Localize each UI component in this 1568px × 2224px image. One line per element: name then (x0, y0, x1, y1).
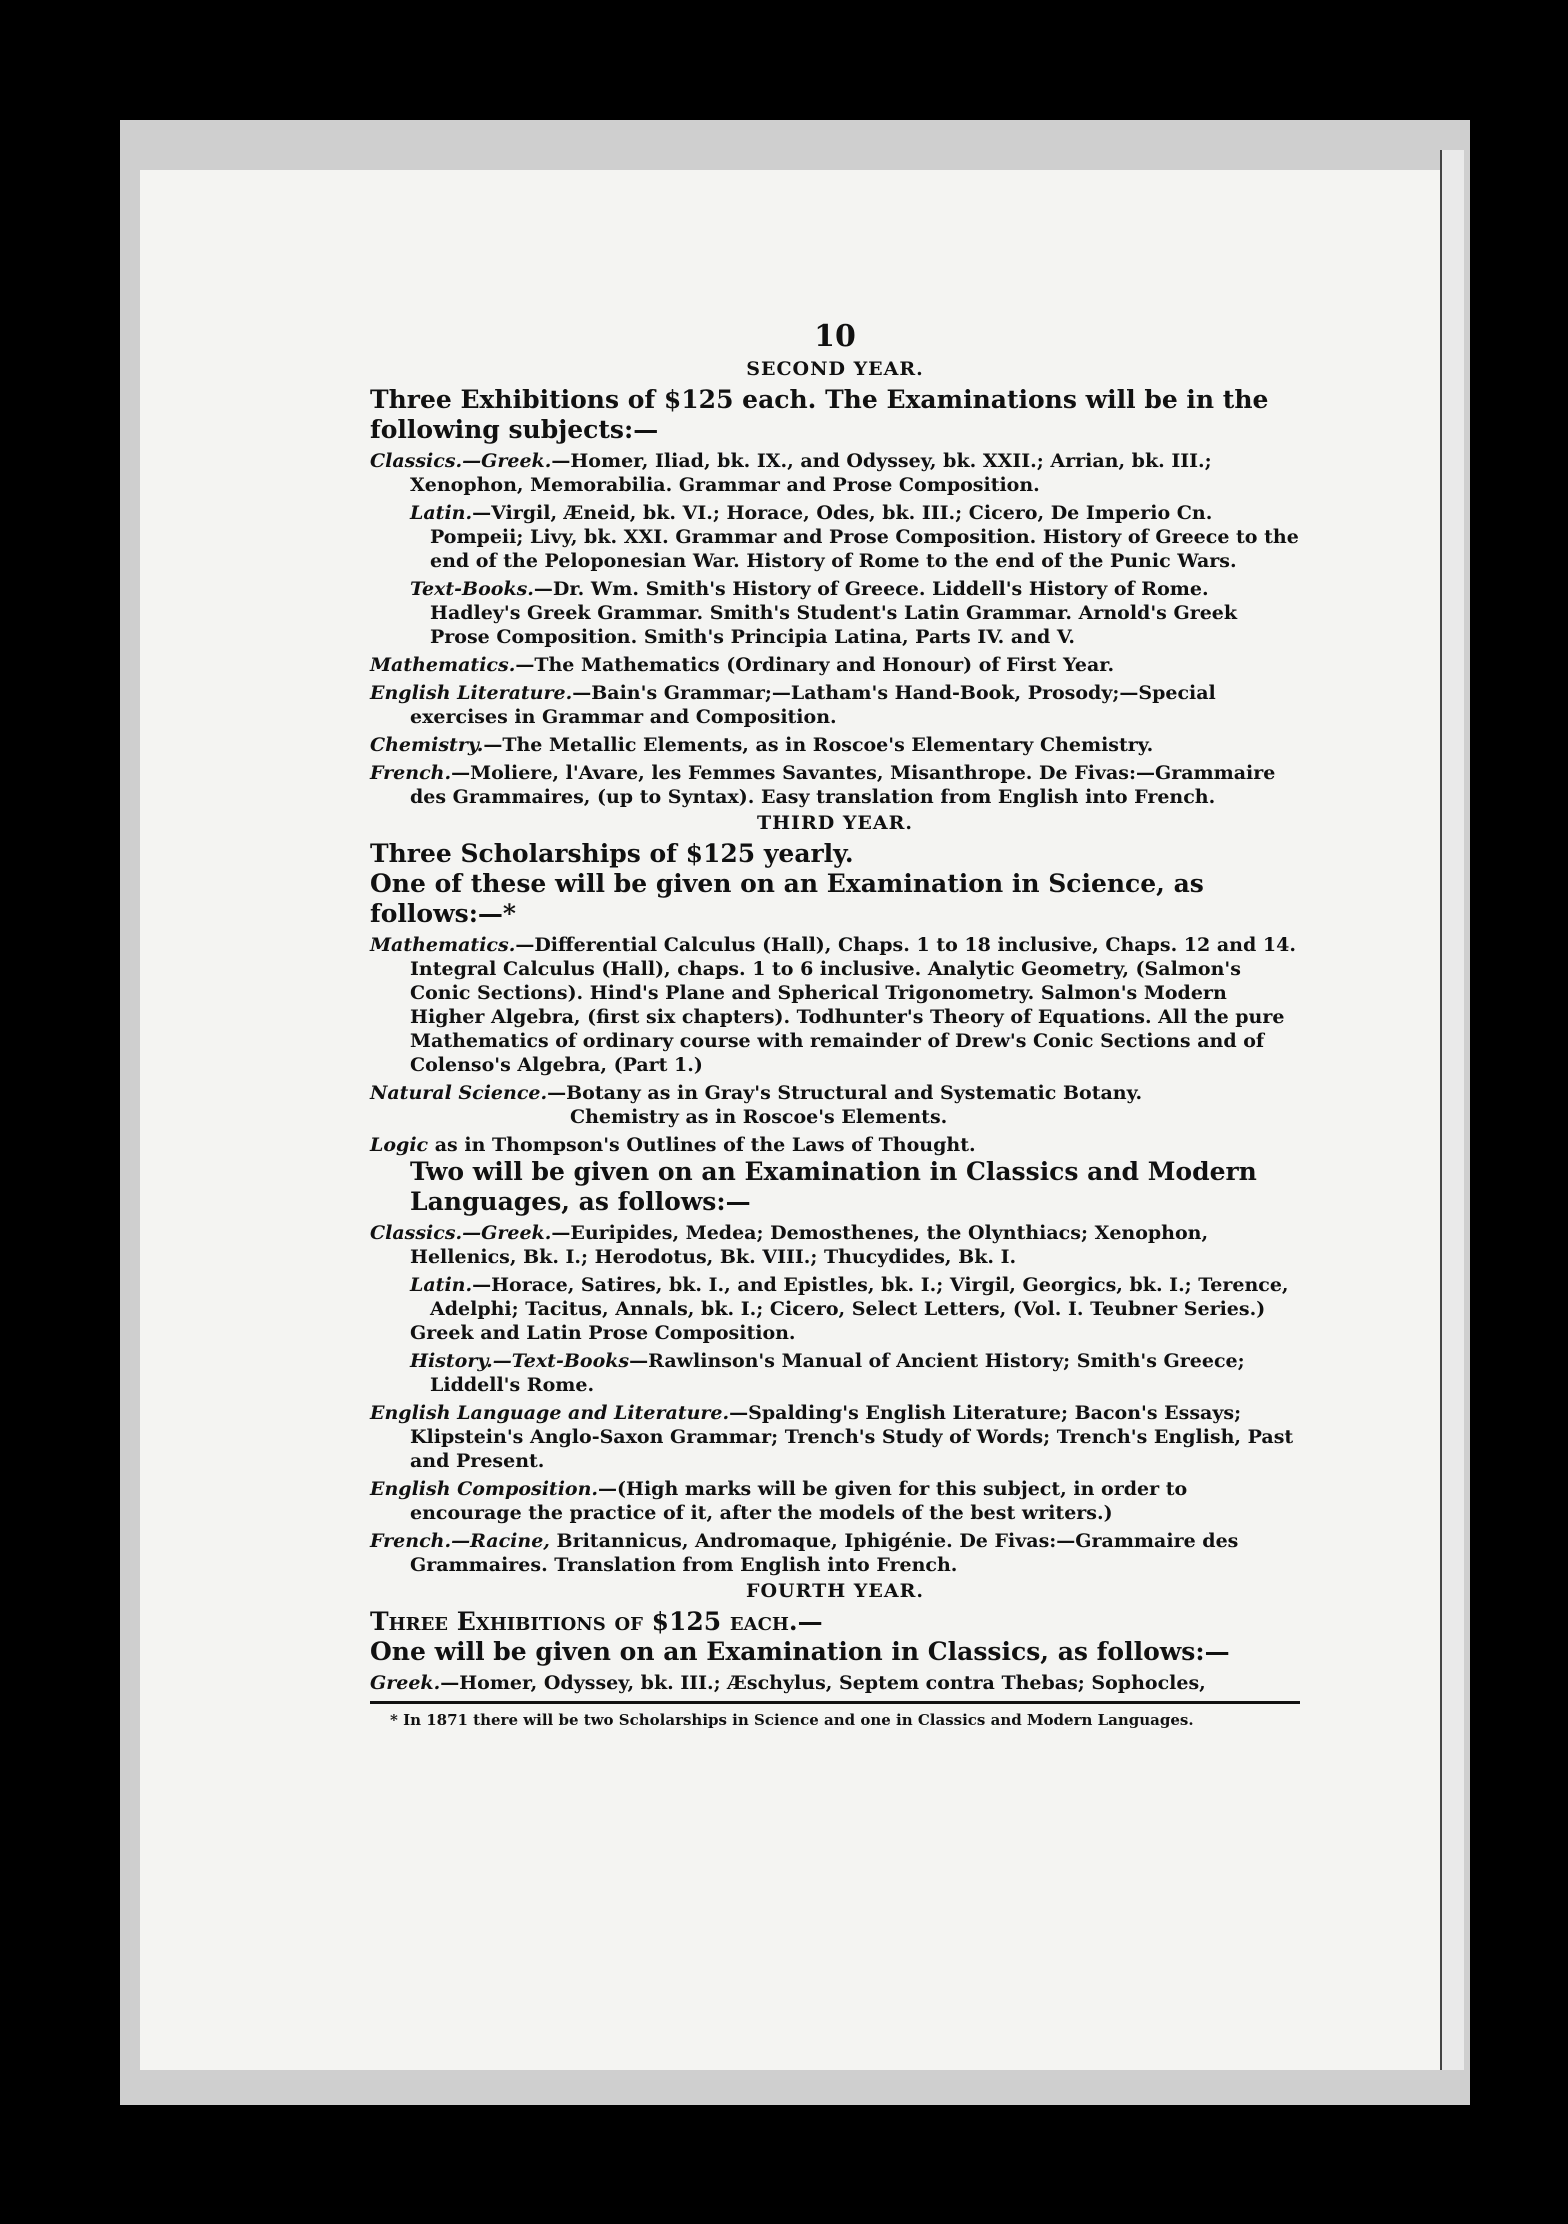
third-year-latin (370, 1273, 1300, 1321)
third-year-classics-intro: Two will be given on an Examination in Classics and Modern Languages, as follows:— (410, 1157, 1257, 1216)
second-year-heading: SECOND YEAR. (746, 358, 924, 380)
third-year-chemistry: Chemistry as in Roscoe's Elements. (570, 1106, 948, 1128)
footnote-rule (370, 1701, 1300, 1704)
second-year-french (370, 761, 1300, 809)
text: as in Thompson's Outlines of the Laws of Thought. (428, 1134, 976, 1156)
text: Britannicus, Andromaque, Iphigénie. De Fivas:—Grammaire des Grammaires. Translation from English into French. (410, 1530, 1239, 1576)
third-year-heading: THIRD YEAR. (756, 812, 914, 834)
third-year-english-composition (370, 1477, 1300, 1525)
label: Chemistry. (370, 734, 484, 756)
third-year-science-intro: One of these will be given on an Examination in Science, as follows:—* (370, 869, 1204, 928)
label: English Language and Literature. (370, 1402, 730, 1424)
label: Classics.—Greek. (370, 450, 552, 472)
label: History.—Text-Books (410, 1350, 630, 1372)
label: English Composition. (370, 1478, 599, 1500)
label: Latin. (410, 502, 473, 524)
second-year-latin (370, 501, 1300, 573)
label: French.—Racine, (370, 1530, 550, 1552)
label: Classics.—Greek. (370, 1222, 552, 1244)
third-year-logic (370, 1133, 1300, 1157)
fourth-year-classics-intro: One will be given on an Examination in Classics, as follows:— (370, 1637, 1230, 1666)
label: Natural Science. (370, 1082, 548, 1104)
text: —Bain's Grammar;—Latham's Hand-Book, Prosody;—Special exercises in Grammar and Composition. (410, 682, 1216, 728)
third-year-french (370, 1529, 1300, 1577)
third-year-intro: Three Scholarships of $125 yearly. (370, 839, 854, 868)
text: —Euripides, Medea; Demosthenes, the Olynthiacs; Xenophon, Hellenics, Bk. I.; Herodotus, Bk. VIII.; Thucydides, Bk. I. (410, 1222, 1209, 1268)
text: —Homer, Odyssey, bk. III.; Æschylus, Septem contra Thebas; Sophocles, (440, 1672, 1206, 1694)
text: —Horace, Satires, bk. I., and Epistles, bk. I.; Virgil, Georgics, bk. I.; Terence, Adelphi; Tacitus, Annals, bk. I.; Cicero, Select Letters, (Vol. I. Teubner Series.) (430, 1274, 1289, 1320)
text: —Moliere, l'Avare, les Femmes Savantes, Misanthrope. De Fivas:—Grammaire des Grammaires, (up to Syntax). Easy translation from English into French. (410, 762, 1276, 808)
second-year-math (370, 653, 1300, 677)
label: Mathematics. (370, 934, 516, 956)
page-number: 10 (814, 319, 856, 354)
second-year-classics (370, 449, 1300, 497)
footnote: * In 1871 there will be two Scholarships in Science and one in Classics and Modern Languages. (390, 1711, 1194, 1729)
text: —The Mathematics (Ordinary and Honour) of First Year. (515, 654, 1115, 676)
text: —Differential Calculus (Hall), Chaps. 1 to 18 inclusive, Chaps. 12 and 14. Integral Calculus (Hall), chaps. 1 to 6 inclusive. Analytic Geometry, (Salmon's Conic Sections). Hind's Plane and Spherical Trigonometry. Salmon's Modern Higher Algebra, (first six chapters). Todhunter's Theory of Equations. All the pure Mathematics of ordinary course with remainder of Drew's Conic Sections and of Colenso's Algebra, (Part 1.) (410, 934, 1296, 1076)
label: Latin. (410, 1274, 473, 1296)
third-year-history (370, 1349, 1300, 1397)
label: Greek. (370, 1672, 441, 1694)
text: —Homer, Iliad, bk. IX., and Odyssey, bk. XXII.; Arrian, bk. III.; Xenophon, Memorabilia. Grammar and Prose Composition. (410, 450, 1212, 496)
label: French. (370, 762, 452, 784)
fourth-year-greek (370, 1671, 1300, 1695)
text: —Dr. Wm. Smith's History of Greece. Liddell's History of Rome. Hadley's Greek Grammar. Smith's Student's Latin Grammar. Arnold's Greek Prose Composition. Smith's Principia Latina, Parts IV. and V. (430, 578, 1238, 648)
label: Text-Books. (410, 578, 534, 600)
text: —(High marks will be given for this subject, in order to encourage the practice of it, after the models of the best writers.) (410, 1478, 1188, 1524)
second-year-intro: Three Exhibitions of $125 each. The Examinations will be in the following subjects:— (370, 385, 1269, 444)
text: —Rawlinson's Manual of Ancient History; Smith's Greece; Liddell's Rome. (430, 1350, 1245, 1396)
fourth-year-intro: Three Exhibitions of $125 each.— (370, 1607, 823, 1636)
page-text (370, 319, 1300, 1732)
second-year-chemistry (370, 733, 1300, 757)
text: —Spalding's English Literature; Bacon's Essays; Klipstein's Anglo-Saxon Grammar; Trench's Study of Words; Trench's English, Past and Present. (410, 1402, 1294, 1472)
fourth-year-heading: FOURTH YEAR. (746, 1580, 924, 1602)
third-year-math (370, 933, 1300, 1077)
third-year-classics (370, 1221, 1300, 1269)
third-year-natural-science (370, 1081, 1300, 1105)
adjacent-page-edge (1440, 150, 1464, 2070)
third-year-prose: Greek and Latin Prose Composition. (410, 1322, 796, 1344)
label: Logic (370, 1134, 429, 1156)
text: —The Metallic Elements, as in Roscoe's Elementary Chemistry. (483, 734, 1154, 756)
text: —Virgil, Æneid, bk. VI.; Horace, Odes, bk. III.; Cicero, De Imperio Cn. Pompeii; Livy, bk. XXI. Grammar and Prose Composition. History of Greece to the end of the Peloponesian War. History of Rome to the end of the Punic Wars. (430, 502, 1299, 572)
second-year-textbooks (370, 577, 1300, 649)
second-year-english-literature (370, 681, 1300, 729)
text: —Botany as in Gray's Structural and Systematic Botany. (547, 1082, 1143, 1104)
label: English Literature. (370, 682, 573, 704)
third-year-english-language (370, 1401, 1300, 1473)
label: Mathematics. (370, 654, 516, 676)
